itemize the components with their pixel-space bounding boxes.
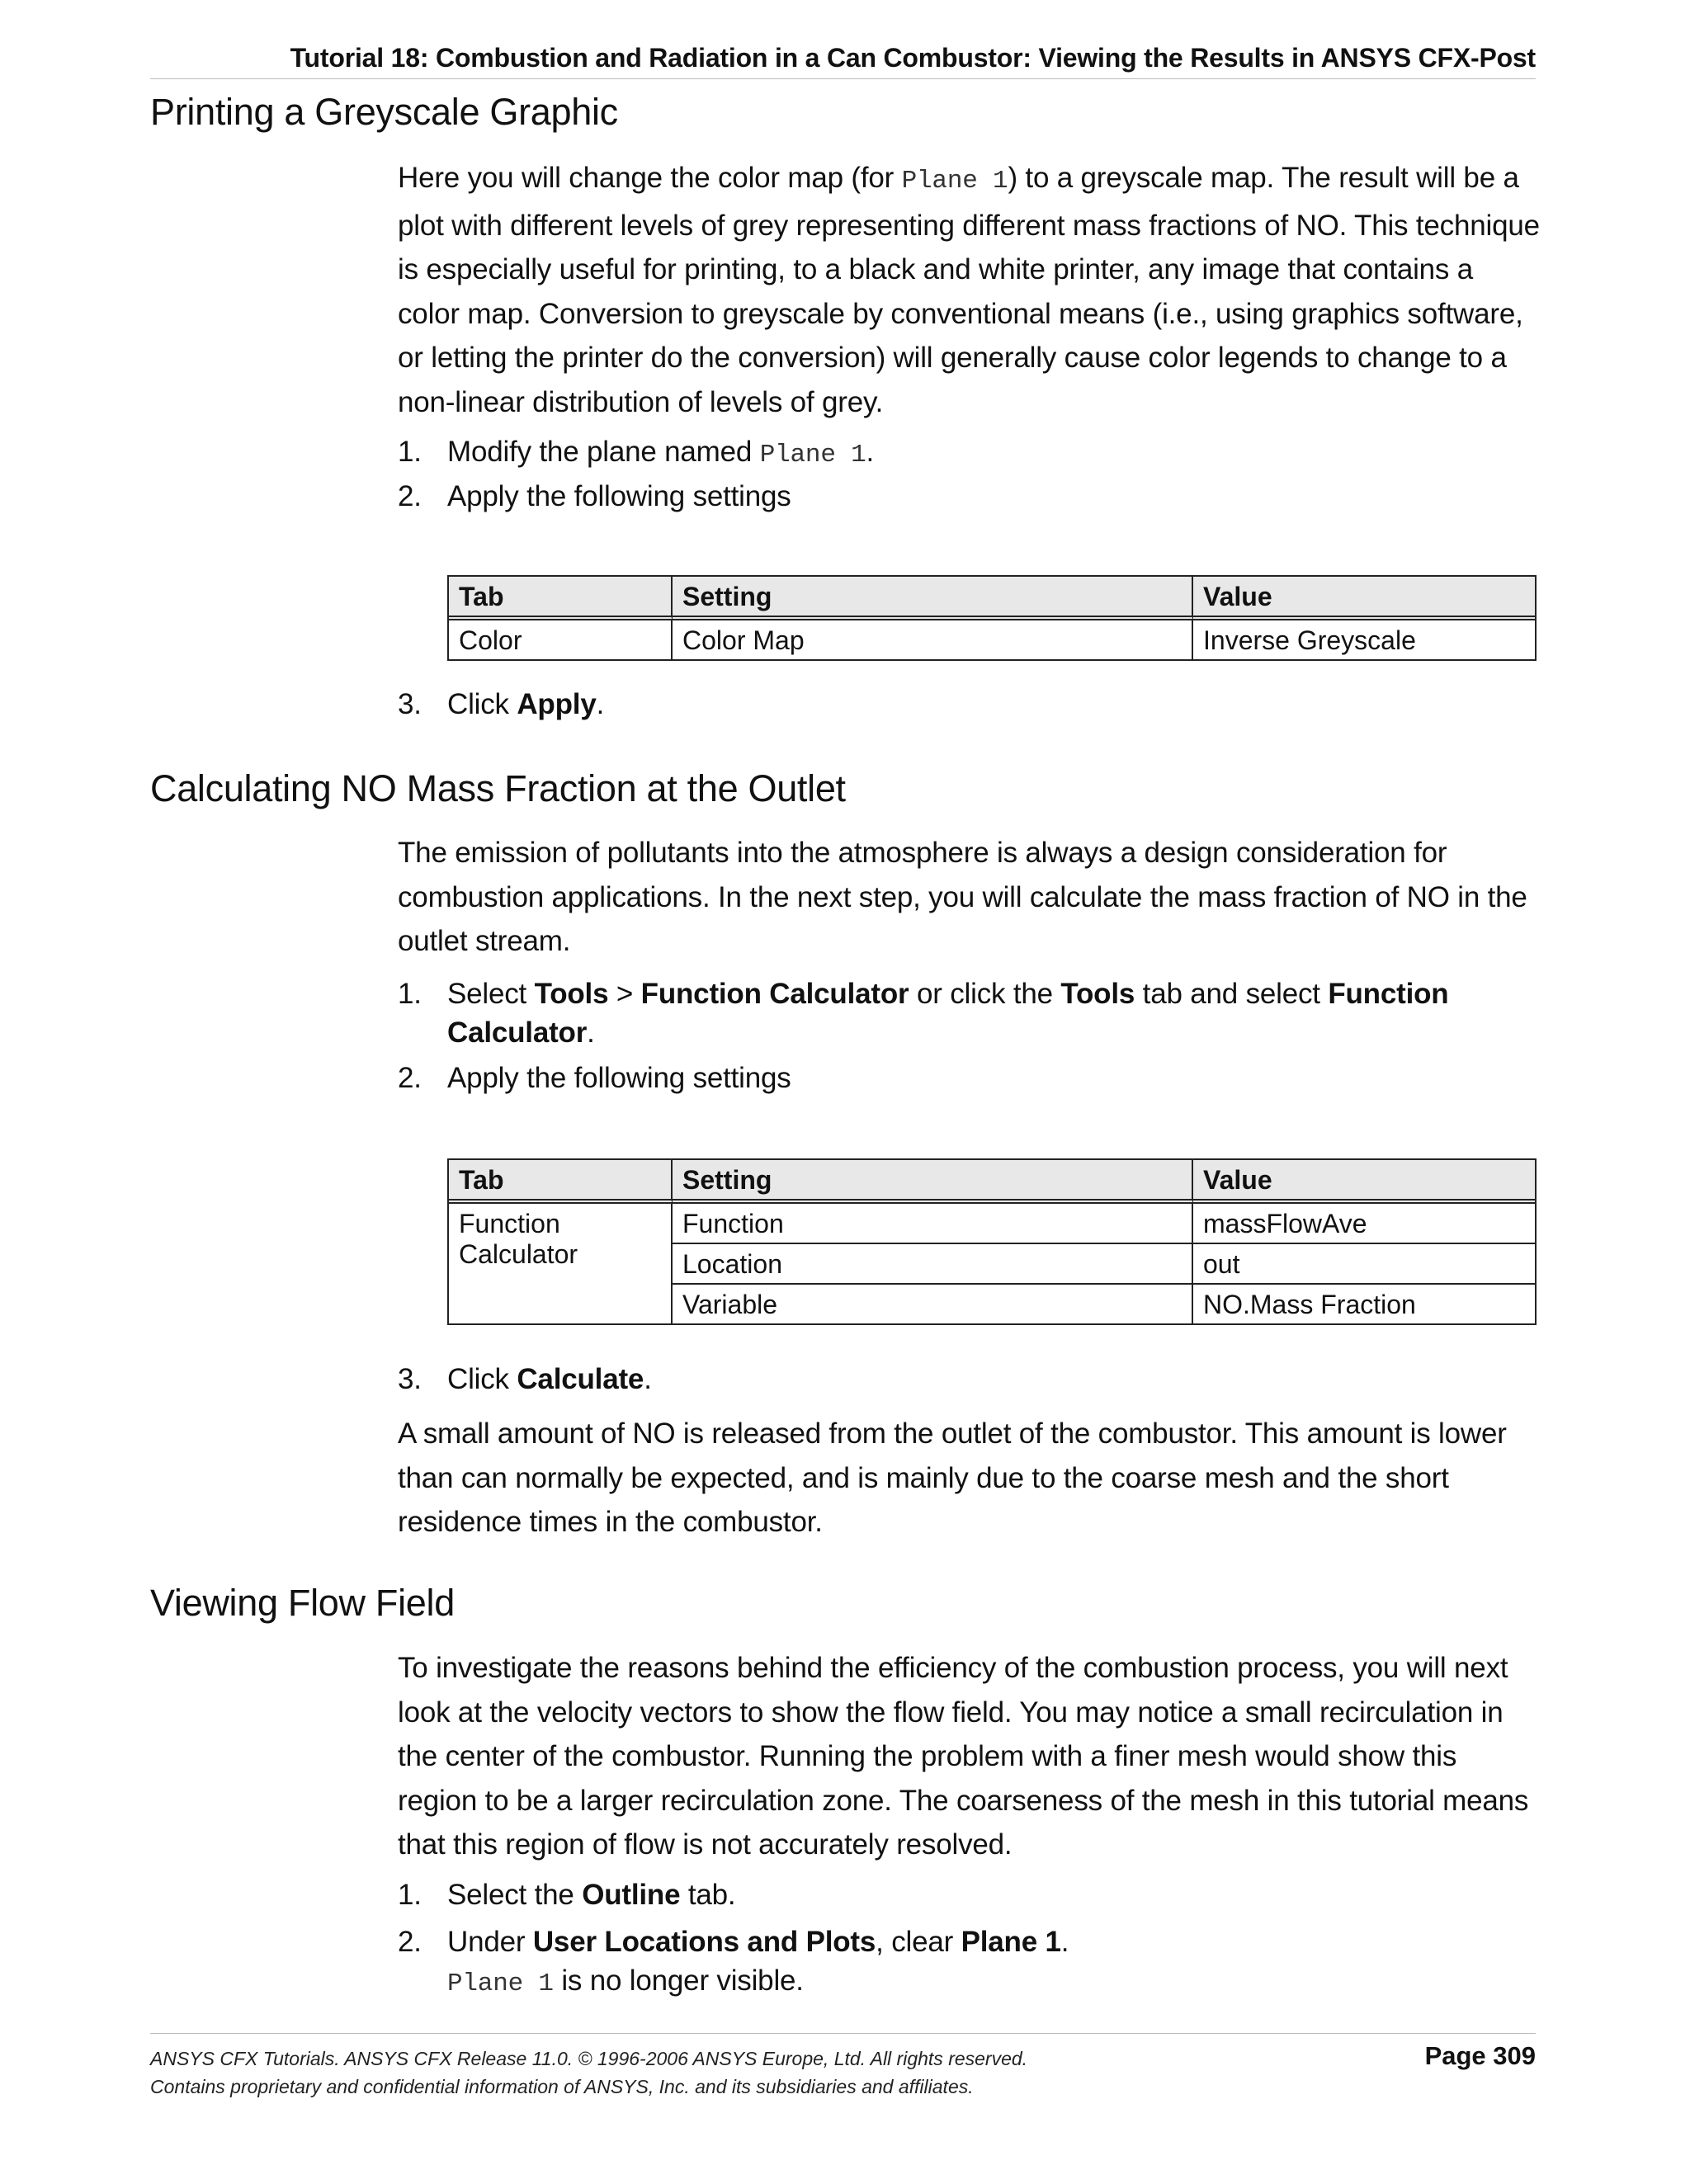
step-number: 1. bbox=[398, 436, 422, 468]
footer-line-2: Contains proprietary and confidential information of ANSYS, Inc. and its subsidiaries and affiliates. bbox=[150, 2076, 974, 2097]
intro-text-a: Here you will change the color map (for bbox=[398, 162, 902, 194]
table-cell-tab: Color bbox=[449, 620, 673, 659]
plane-code: Plane 1 bbox=[759, 441, 866, 469]
table-header-row bbox=[449, 577, 1535, 620]
calculate-label: Calculate bbox=[517, 1363, 644, 1395]
step-number: 2. bbox=[398, 480, 422, 512]
plane-code: Plane 1 bbox=[447, 1969, 554, 1998]
step-text: . bbox=[644, 1363, 652, 1395]
step-text: Apply the following settings bbox=[447, 480, 791, 512]
table-cell-setting: Color Map bbox=[673, 620, 1193, 659]
table-cell-value: Inverse Greyscale bbox=[1203, 625, 1416, 655]
step-text: Apply the following settings bbox=[447, 1062, 791, 1094]
running-header: Tutorial 18: Combustion and Radiation in a Can Combustor: Viewing the Results in ANSYS CFX-Post bbox=[150, 43, 1536, 79]
footer-rule bbox=[150, 2033, 1536, 2034]
table-header-setting: Setting bbox=[673, 1160, 1193, 1204]
step-text: . bbox=[1060, 1926, 1069, 1958]
function-calculator-label: Function Calculator bbox=[640, 978, 909, 1010]
no-mass-fraction-intro: The emission of pollutants into the atmosphere is always a design consideration for combustion applications. In the next step, you will calculate the mass fraction of NO in the outlet stream. bbox=[398, 837, 1527, 957]
table-header-setting: Setting bbox=[673, 577, 1193, 620]
table-header-row bbox=[449, 1160, 1535, 1204]
table-row bbox=[449, 1204, 1535, 1244]
step-text: . bbox=[866, 436, 875, 468]
step-number: 1. bbox=[398, 978, 422, 1010]
step-text: or click the bbox=[909, 978, 1061, 1010]
no-result-paragraph: A small amount of NO is released from the outlet of the combustor. This amount is lower than can normally be expected, and is mainly due to the coarse mesh and the short residence times in the combustor. bbox=[398, 1417, 1507, 1538]
greyscale-settings-table bbox=[447, 575, 1537, 661]
table-cell-setting: Function bbox=[673, 1204, 1193, 1244]
step-text: Modify the plane named bbox=[447, 436, 760, 468]
table-cell-tab: Function Calculator bbox=[449, 1204, 673, 1323]
table-header-tab: Tab bbox=[449, 577, 673, 620]
plane-label: Plane 1 bbox=[961, 1926, 1061, 1958]
step-text: Select the bbox=[447, 1879, 583, 1911]
table-header-value: Value bbox=[1193, 1160, 1535, 1204]
step-text: tab and select bbox=[1135, 978, 1329, 1010]
table-header-tab: Tab bbox=[449, 1160, 673, 1204]
step-number: 3. bbox=[398, 688, 422, 720]
table-header-value: Value bbox=[1193, 577, 1535, 620]
footer-copyright bbox=[150, 2045, 1027, 2101]
table-row bbox=[449, 620, 1535, 659]
step-text: Click bbox=[447, 1363, 517, 1395]
user-locations-label: User Locations and Plots bbox=[532, 1926, 876, 1958]
step-number: 2. bbox=[398, 1062, 422, 1094]
step-number: 3. bbox=[398, 1363, 422, 1395]
step-text: . bbox=[587, 1017, 595, 1049]
step-text: tab. bbox=[680, 1879, 736, 1911]
step-number: 2. bbox=[398, 1926, 422, 1958]
table-cell-value: out bbox=[1193, 1244, 1535, 1285]
step-text: Under bbox=[447, 1926, 533, 1958]
table-cell-setting: Location bbox=[673, 1244, 1193, 1285]
step-number: 1. bbox=[398, 1879, 422, 1911]
section-heading-greyscale: Printing a Greyscale Graphic bbox=[150, 91, 618, 133]
function-calculator-label: Function Calculator bbox=[447, 978, 1449, 1049]
section-heading-no-mass-fraction: Calculating NO Mass Fraction at the Outlet bbox=[150, 767, 846, 809]
flow-field-intro: To investigate the reasons behind the efficiency of the combustion process, you will next look at the velocity vectors to show the flow field. You may notice a small recirculation in the center of the combustor. Running the problem with a finer mesh would show this region to be a larger recirculation zone. The coarseness of the mesh in this tutorial means that this region of flow is not accurately resolved. bbox=[398, 1652, 1529, 1861]
step-text: Click bbox=[447, 688, 517, 720]
table-cell-value: massFlowAve bbox=[1193, 1204, 1535, 1244]
step-text: , clear bbox=[876, 1926, 961, 1958]
step-text: > bbox=[608, 978, 641, 1010]
table-cell-value: NO.Mass Fraction bbox=[1203, 1290, 1416, 1319]
step-note: is no longer visible. bbox=[553, 1965, 804, 1997]
page-number: Page 309 bbox=[1424, 2041, 1536, 2070]
function-calculator-settings-table bbox=[447, 1158, 1537, 1325]
greyscale-intro-paragraph bbox=[398, 156, 1541, 424]
section-heading-flow-field: Viewing Flow Field bbox=[150, 1582, 455, 1624]
tools-label: Tools bbox=[534, 978, 609, 1010]
outline-label: Outline bbox=[582, 1879, 681, 1911]
intro-text-b: ) to a greyscale map. The result will be a plot with different levels of grey representing different mass fractions of NO. This technique is especially useful for printing, to a black and white printer, any image that contains a color map. Conversion to greyscale by conventional means (i.e., using graphics software, or letting the printer do the conversion) will generally cause color legends to change to a non-linear distribution of levels of grey. bbox=[398, 162, 1540, 418]
table-cell-setting: Variable bbox=[673, 1285, 1193, 1323]
step-text: Select bbox=[447, 978, 535, 1010]
tools-tab-label: Tools bbox=[1060, 978, 1135, 1010]
plane-code: Plane 1 bbox=[901, 167, 1008, 196]
apply-label: Apply bbox=[517, 688, 597, 720]
step-text: . bbox=[596, 688, 605, 720]
footer-line-1: ANSYS CFX Tutorials. ANSYS CFX Release 11.0. © 1996-2006 ANSYS Europe, Ltd. All rights reserved. bbox=[150, 2048, 1028, 2069]
